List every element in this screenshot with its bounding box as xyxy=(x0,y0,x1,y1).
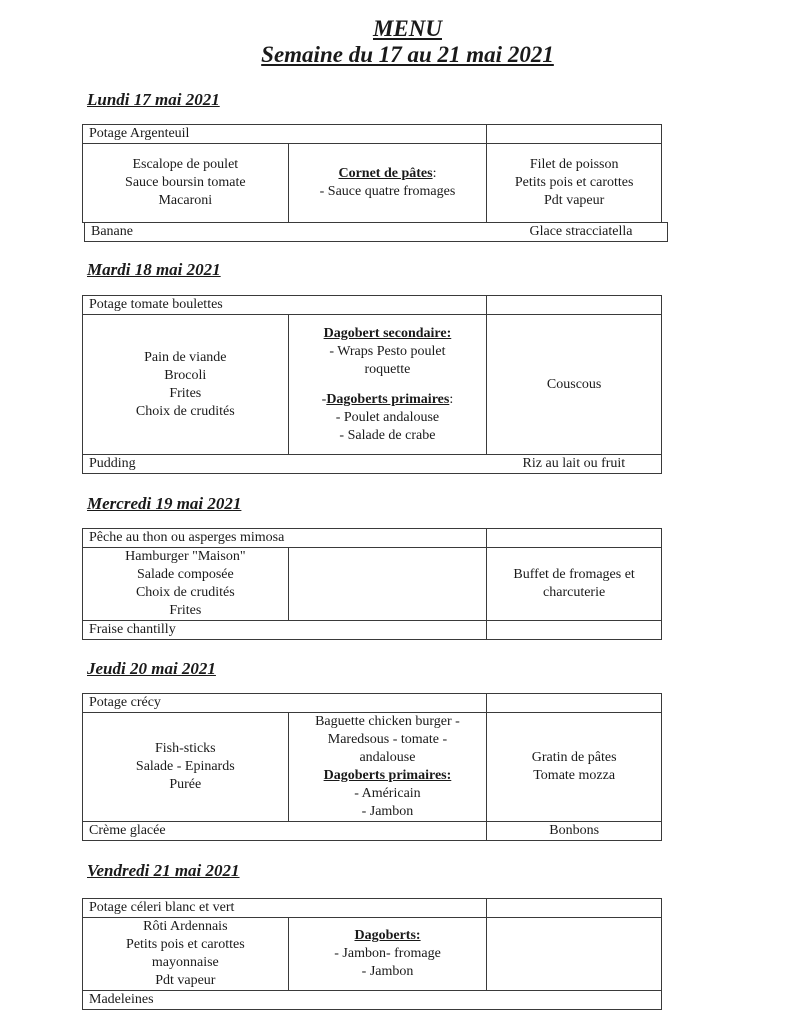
dish-line: - Américain xyxy=(354,786,421,801)
dessert-table-lundi xyxy=(84,222,668,242)
main-dish-1 xyxy=(83,315,289,455)
menu-table-lundi xyxy=(82,124,662,223)
dish-line: Frites xyxy=(169,603,202,618)
main-dish-3 xyxy=(487,144,662,223)
dish-heading xyxy=(295,391,481,409)
dish-line: Frites xyxy=(169,385,202,401)
dish-line: Choix de crudités xyxy=(135,585,235,600)
dish-line: Purée xyxy=(169,777,202,792)
dish-heading xyxy=(295,165,481,183)
dish-heading-text: Cornet de pâtes xyxy=(338,166,433,181)
menu-table-mercredi xyxy=(82,528,662,640)
dish-line: Choix de crudités xyxy=(135,403,235,419)
dessert-alt-cell: Riz au lait ou fruit xyxy=(487,455,662,474)
dish-heading: Dagoberts primaires: xyxy=(323,768,452,783)
menu-title: MENU xyxy=(372,16,442,41)
soup-cell: Pêche au thon ou asperges mimosa xyxy=(83,529,487,548)
dish-line: Pain de viande xyxy=(144,349,227,365)
day-heading-vendredi: Vendredi 21 mai 2021 xyxy=(87,861,240,880)
main-dish-3 xyxy=(487,918,662,991)
dish-line: - Wraps Pesto poulet xyxy=(329,343,446,359)
dish-line: Salade - Epinards xyxy=(135,759,235,774)
dish-line: mayonnaise xyxy=(151,955,219,970)
dish-line: Hamburger "Maison" xyxy=(125,549,246,564)
main-dish-1 xyxy=(83,713,289,822)
empty-cell xyxy=(487,125,662,144)
dessert-cell: Crème glacée xyxy=(83,822,487,841)
dish-line: Pdt vapeur xyxy=(155,973,216,988)
dish-line: - Sauce quatre fromages xyxy=(319,184,456,199)
dish-heading: Dagoberts: xyxy=(354,928,421,943)
main-dish-2 xyxy=(288,315,487,455)
dish-line: Petits pois et carottes xyxy=(126,937,245,952)
dish-line: Rôti Ardennais xyxy=(143,919,228,934)
dessert-cell: Fraise chantilly xyxy=(83,621,487,640)
dish-line: Fish-sticks xyxy=(154,741,216,756)
dish-line: Pdt vapeur xyxy=(544,193,605,208)
spacer xyxy=(295,379,481,391)
dish-line: - Poulet andalouse xyxy=(335,409,440,425)
day-heading-mercredi: Mercredi 19 mai 2021 xyxy=(87,494,242,513)
menu-table-jeudi xyxy=(82,693,662,841)
empty-cell xyxy=(487,694,662,713)
dish-line: - Jambon xyxy=(361,804,414,819)
dish-line: andalouse xyxy=(359,750,416,765)
dish-line: Macaroni xyxy=(158,193,213,208)
dish-heading-text: Dagoberts primaires xyxy=(326,391,450,407)
soup-cell: Potage céleri blanc et vert xyxy=(83,899,487,918)
dish-line: Maredsous - tomate - xyxy=(327,732,448,747)
dessert-cell: Pudding xyxy=(83,455,487,474)
day-heading-jeudi: Jeudi 20 mai 2021 xyxy=(87,659,216,678)
dessert-alt-cell: Glace stracciatella xyxy=(495,223,668,242)
soup-cell: Potage crécy xyxy=(83,694,487,713)
dish-line: Sauce boursin tomate xyxy=(125,175,246,190)
dish-line: Petits pois et carottes xyxy=(514,175,634,190)
dish-line: - Jambon xyxy=(361,964,414,979)
menu-table-mardi xyxy=(82,295,662,474)
dish-line: - Jambon- fromage xyxy=(334,946,441,961)
dish-line: Filet de poisson xyxy=(529,157,619,172)
dish-heading: Dagobert secondaire: xyxy=(323,325,452,341)
main-dish-1 xyxy=(83,144,289,223)
dish-line: Escalope de poulet xyxy=(132,157,239,172)
day-heading-lundi: Lundi 17 mai 2021 xyxy=(87,90,220,109)
main-dish-2 xyxy=(288,144,487,223)
dish-heading-suffix: : xyxy=(432,166,437,181)
main-dish-2 xyxy=(288,548,487,621)
dish-line: roquette xyxy=(364,361,411,377)
dessert-alt-cell: Bonbons xyxy=(487,822,662,841)
soup-cell: Potage tomate boulettes xyxy=(83,296,487,315)
dish-line: Tomate mozza xyxy=(533,768,616,783)
dish-line: Buffet de fromages et xyxy=(513,567,635,582)
empty-cell xyxy=(487,899,662,918)
dish-heading-prefix: - xyxy=(321,391,327,407)
dish-line: Couscous xyxy=(546,376,602,392)
empty-cell xyxy=(487,621,662,640)
empty-cell xyxy=(487,296,662,315)
dish-line: charcuterie xyxy=(543,585,606,600)
main-dish-1 xyxy=(83,918,289,991)
dish-line: Salade composée xyxy=(136,567,234,582)
main-dish-1 xyxy=(83,548,289,621)
day-heading-mardi: Mardi 18 mai 2021 xyxy=(87,260,221,279)
dish-heading-suffix: : xyxy=(449,391,454,407)
main-dish-2 xyxy=(288,713,487,822)
soup-cell: Potage Argenteuil xyxy=(83,125,487,144)
menu-table-vendredi xyxy=(82,898,662,1010)
main-dish-3 xyxy=(487,315,662,455)
dish-line: Gratin de pâtes xyxy=(531,750,617,765)
dish-line: Baguette chicken burger - xyxy=(315,714,460,729)
dessert-cell: Banane xyxy=(85,223,496,242)
week-subtitle: Semaine du 17 au 21 mai 2021 xyxy=(261,42,554,67)
empty-cell xyxy=(487,529,662,548)
dish-line: Brocoli xyxy=(164,367,207,383)
main-dish-3 xyxy=(487,548,662,621)
dessert-cell: Madeleines xyxy=(83,991,662,1010)
dish-line: - Salade de crabe xyxy=(339,427,436,443)
main-dish-3 xyxy=(487,713,662,822)
main-dish-2 xyxy=(288,918,487,991)
